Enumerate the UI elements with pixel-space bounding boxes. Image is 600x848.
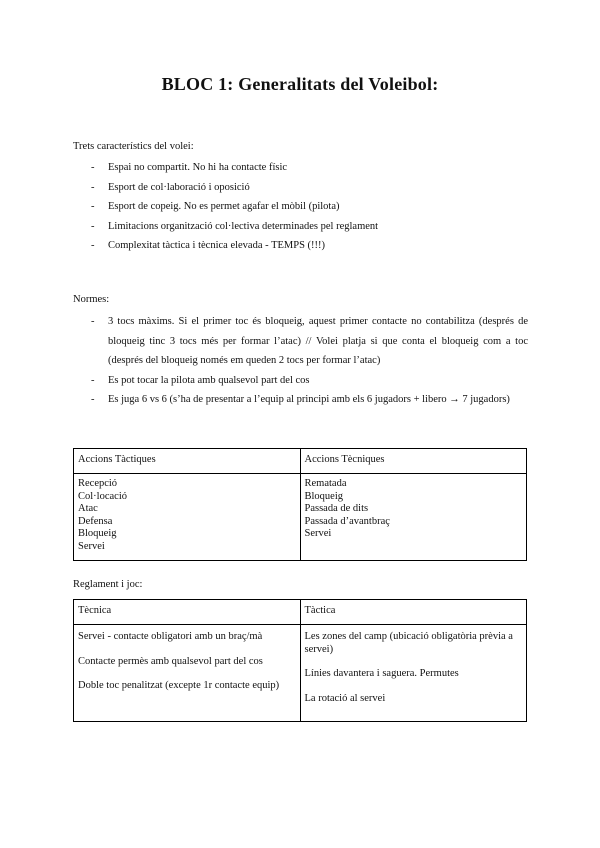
table-cell-item: Passada de dits — [304, 503, 369, 514]
rules-label: Reglament i joc: — [73, 579, 143, 590]
table-cell-item: Rematada — [304, 478, 347, 489]
table-cell-item: Servei - contacte obligatori amb un braç/mà — [78, 631, 263, 642]
technical-actions-header: Accions Tècniques — [300, 449, 527, 474]
dash-bullet: - — [91, 201, 95, 212]
list-item: - Es juga 6 vs 6 (s’ha de presentar a l’equip al principi amb els 6 jugadors + libero → 7 jugadors) — [73, 390, 528, 410]
dash-bullet: - — [91, 220, 95, 232]
table-cell-item: Bloqueig — [78, 528, 117, 539]
tactic-cell — [300, 625, 527, 722]
table-cell-item: La rotació al servei — [304, 692, 386, 704]
technical-actions-cell — [300, 474, 527, 561]
list-item: - Complexitat tàctica i tècnica elevada - TEMPS (!!!) — [73, 236, 528, 256]
list-item: - Esport de copeig. No es permet agafar el mòbil (pilota) — [73, 197, 528, 217]
table-cell-item: Recepció — [78, 478, 118, 489]
table-cell-item: Servei — [304, 528, 332, 539]
dash-bullet: - — [91, 374, 95, 386]
table-cell-item: Servei — [78, 540, 105, 552]
traits-list — [73, 158, 528, 256]
table-cell-item: Atac — [78, 503, 98, 514]
page-title: BLOC 1: Generalitats del Voleibol: — [161, 74, 439, 94]
dash-bullet: - — [91, 240, 95, 251]
rules-table — [73, 599, 527, 722]
tactical-actions-header: Accions Tàctiques — [74, 449, 301, 474]
actions-table — [73, 448, 527, 561]
tactical-actions-cell — [74, 474, 301, 561]
table-cell-item: Doble toc penalitzat (excepte 1r contacte equip) — [78, 680, 280, 691]
list-item: - 3 tocs màxims. Si el primer toc és bloqueig, aquest primer contacte no contabilitza (després de bloqueig tinc 3 tocs més per formar l’atac) // Volei platja si que conta el bloqueig com a toc (després del bloqueig només em queden 2 tocs per formar l’atac) — [73, 312, 528, 371]
list-item: - Limitacions organització col·lectiva determinades pel reglament — [73, 217, 528, 237]
tactic-header: Tàctica — [300, 600, 527, 625]
list-item: - Esport de col·laboració i oposició — [73, 178, 528, 198]
dash-bullet: - — [91, 181, 95, 193]
traits-label: Trets característics del volei: — [73, 141, 194, 152]
table-cell-item: Línies davantera i saguera. Permutes — [304, 668, 459, 679]
norms-label: Normes: — [73, 294, 110, 305]
technique-cell — [74, 625, 301, 722]
table-cell-item: Col·locació — [78, 490, 127, 502]
dash-bullet: - — [91, 394, 95, 405]
technique-header: Tècnica — [74, 600, 301, 625]
norms-list — [73, 312, 528, 410]
table-cell-item: Contacte permès amb qualsevol part del cos — [78, 655, 263, 667]
dash-bullet: - — [91, 162, 95, 173]
table-cell-item: Les zones del camp (ubicació obligatòria prèvia a servei) — [304, 631, 513, 655]
dash-bullet: - — [91, 316, 95, 327]
list-item: - Es pot tocar la pilota amb qualsevol part del cos — [73, 371, 528, 391]
table-cell-item: Defensa — [78, 515, 113, 527]
table-cell-item: Passada d’avantbraç — [304, 515, 390, 527]
table-cell-item: Bloqueig — [304, 490, 343, 502]
list-item: - Espai no compartit. No hi ha contacte físic — [73, 158, 528, 178]
